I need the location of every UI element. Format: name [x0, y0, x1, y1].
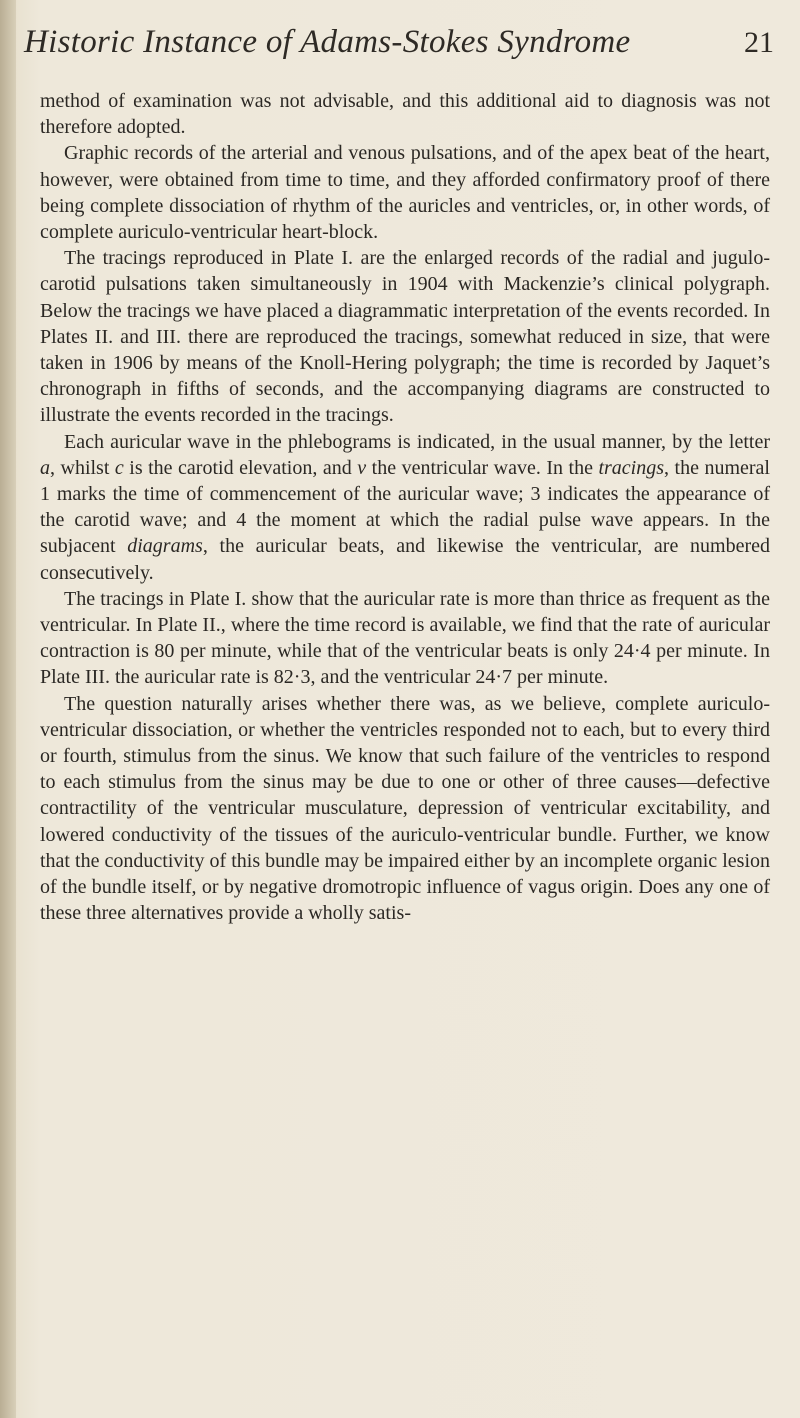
italic-term: diagrams — [127, 535, 203, 558]
paragraph-6 — [40, 691, 770, 927]
text-run: The tracings in Plate I. show that the auricular rate is more than thrice as frequent as the ventricular. In Plate II., where the time record is available, we find that the rate of auricular contraction is 80 per minute, while that of the ventricular beats is only 24·4 per minute. In Plate III. the auricular rate is 82·3, and the ventricular 24·7 per minute. — [40, 587, 770, 689]
text-run: Graphic records of the arterial and venous pulsations, and of the apex beat of the heart, however, were obtained from time to time, and they afforded confirmatory proof of there being complete dissociation of rhythm of the auricles and ventricles, or, in other words, of complete auriculo-ventricular heart-block. — [40, 142, 770, 244]
text-run: the ventricular wave. In the — [366, 456, 599, 479]
italic-term: c — [114, 456, 124, 479]
page-gutter-shadow — [0, 0, 16, 1418]
text-run: method of examination was not advisable, and this additional aid to diagnosis was not therefore adopted. — [40, 90, 770, 139]
italic-term: v — [357, 456, 367, 479]
page-header — [24, 18, 774, 68]
paragraph-4 — [40, 429, 770, 586]
paragraph-3 — [40, 245, 770, 428]
running-title: Historic Instance of Adams-Stokes Syndrome — [24, 24, 631, 60]
body-text — [40, 88, 770, 927]
text-run: , the auricular beats, and likewise the ventricular, are numbered consecutively. — [40, 535, 770, 584]
text-run: , the numeral 1 marks the time of commencement of the auricular wave; 3 indicates the appearance of the carotid wave; and 4 the moment at which the radial pulse wave appears. In the subjacent — [40, 456, 770, 558]
paragraph-1 — [40, 88, 770, 140]
text-run: The tracings reproduced in Plate I. are the enlarged records of the radial and jugulo-carotid pulsations taken simultaneously in 1904 with Mackenzie’s clinical polygraph. Below the tracings we have placed a diagrammatic interpretation of the events recorded. In Plates II. and III. there are reproduced the tracings, somewhat reduced in size, that were taken in 1906 by means of the Knoll-Hering polygraph; the time is recorded by Jaquet’s chronograph in fifths of seconds, and the accompanying diagrams are constructed to illustrate the events recorded in the tracings. — [40, 247, 770, 427]
paragraph-5 — [40, 586, 770, 691]
text-run: Each auricular wave in the phlebograms is indicated, in the usual manner, by the letter — [64, 430, 770, 453]
italic-term: tracings — [598, 456, 665, 479]
text-run: , whilst — [50, 456, 115, 479]
paragraph-2 — [40, 140, 770, 245]
text-run: The question naturally arises whether there was, as we believe, complete auriculo-ventricular dissociation, or whether the ventricles responded not to each, but to every third or fourth, stimulus from the sinus. We know that such failure of the ventricles to respond to each stimulus from the sinus may be due to one or other of three causes—defective contractility of the ventricular musculature, depression of ventricular excitability, and lowered conductivity of the tissues of the auriculo-ventricular bundle. Further, we know that the conductivity of this bundle may be impaired either by an incomplete organic lesion of the bundle itself, or by negative dromotropic influence of vagus origin. Does any one of these three alternatives provide a wholly satis- — [40, 692, 770, 925]
page-number: 21 — [744, 26, 774, 59]
text-run: is the carotid elevation, and — [123, 456, 358, 479]
italic-term: a — [40, 456, 50, 479]
